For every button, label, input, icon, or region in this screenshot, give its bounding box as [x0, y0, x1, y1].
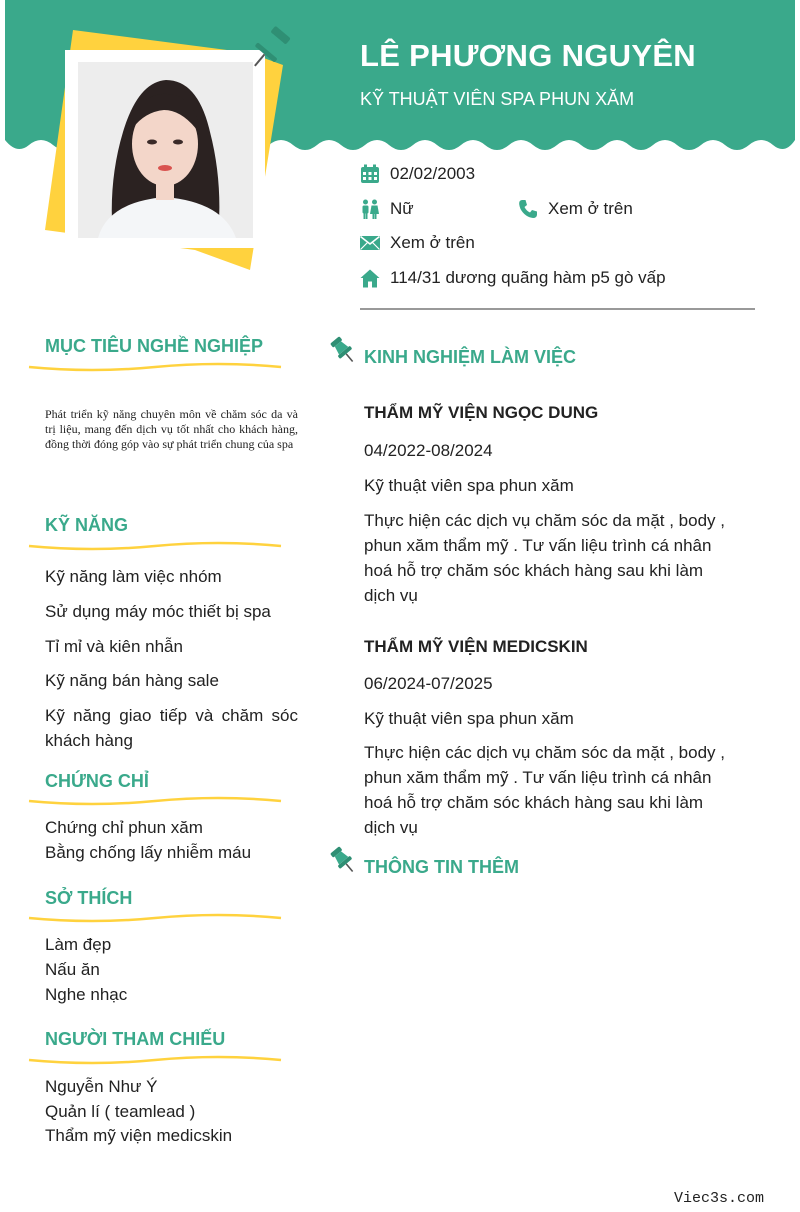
- skill-item: Sử dụng máy móc thiết bị spa: [45, 602, 271, 621]
- footer-brand: Viec3s.com: [673, 1190, 764, 1207]
- pushpin-icon: [330, 846, 356, 876]
- objective-underline: [28, 362, 282, 372]
- candidate-name: LÊ PHƯƠNG NGUYÊN: [360, 38, 696, 73]
- gender-row: [360, 199, 414, 219]
- pushpin-icon: [246, 25, 292, 73]
- company-name: THẨM MỸ VIỆN NGỌC DUNG: [364, 403, 599, 422]
- certificates-underline: [28, 796, 282, 806]
- skill-item: Kỹ năng giao tiếp và chăm sóc khách hàng: [45, 706, 298, 750]
- job-title: KỸ THUẬT VIÊN SPA PHUN XĂM: [360, 89, 635, 109]
- birthday-value: 02/02/2003: [390, 164, 476, 183]
- skill-item: Kỹ năng làm việc nhóm: [45, 567, 222, 586]
- job-period: 06/2024-07/2025: [364, 674, 493, 693]
- birthday-row: [360, 164, 475, 184]
- address-row: [360, 268, 666, 288]
- skill-item: Tỉ mỉ và kiên nhẫn: [45, 637, 183, 656]
- objective-heading: MỤC TIÊU NGHỀ NGHIỆP: [45, 336, 264, 356]
- job-role: Kỹ thuật viên spa phun xăm: [364, 709, 574, 728]
- phone-icon: [518, 199, 538, 219]
- hobbies-heading: SỞ THÍCH: [45, 888, 133, 908]
- home-icon: [360, 269, 380, 288]
- info-divider: [360, 308, 755, 310]
- reference-item: Nguyễn Như Ý: [45, 1077, 158, 1096]
- photo-border: [65, 50, 265, 248]
- certificates-heading: CHỨNG CHỈ: [45, 771, 149, 791]
- address-value: 114/31 dương quãng hàm p5 gò vấp: [390, 268, 666, 287]
- objective-text: Phát triển kỹ năng chuyên môn về chăm sóc da và trị liệu, mang đến dịch vụ tốt nhất cho khách hàng, đồng thời đóng góp vào sự phát triển chung của spa: [45, 407, 298, 451]
- job-description: Thực hiện các dịch vụ chăm sóc da mặt , body , phun xăm thẩm mỹ . Tư vấn liệu trình cá nhân hoá hỗ trợ chăm sóc khách hàng sau khi làm dịch vụ: [364, 511, 725, 605]
- references-heading: NGƯỜI THAM CHIẾU: [45, 1029, 226, 1049]
- phone-row: [518, 199, 633, 219]
- certificate-item: Bằng chống lấy nhiễm máu: [45, 843, 252, 862]
- hobbies-underline: [28, 913, 282, 923]
- hobby-item: Nghe nhạc: [45, 985, 128, 1004]
- pushpin-icon: [330, 336, 356, 366]
- experience-heading: KINH NGHIỆM LÀM VIỆC: [364, 347, 577, 367]
- job-description: Thực hiện các dịch vụ chăm sóc da mặt , body , phun xăm thẩm mỹ . Tư vấn liệu trình cá nhân hoá hỗ trợ chăm sóc khách hàng sau khi làm dịch vụ: [364, 743, 725, 837]
- email-row: [360, 233, 475, 253]
- skills-heading: KỸ NĂNG: [45, 515, 129, 535]
- job-period: 04/2022-08/2024: [364, 441, 493, 460]
- company-name: THẨM MỸ VIỆN MEDICSKIN: [364, 637, 588, 656]
- mail-icon: [360, 235, 380, 251]
- phone-value: Xem ở trên: [548, 199, 633, 218]
- hobby-item: Nấu ăn: [45, 960, 100, 979]
- gender-value: Nữ: [390, 199, 414, 218]
- reference-item: Quản lí ( teamlead ): [45, 1102, 196, 1121]
- references-underline: [28, 1055, 282, 1065]
- certificate-item: Chứng chỉ phun xăm: [45, 818, 203, 837]
- skill-item: Kỹ năng bán hàng sale: [45, 671, 219, 690]
- hobby-item: Làm đẹp: [45, 935, 112, 954]
- job-role: Kỹ thuật viên spa phun xăm: [364, 476, 574, 495]
- additional-info-heading: THÔNG TIN THÊM: [364, 857, 519, 877]
- reference-item: Thẩm mỹ viện medicskin: [45, 1126, 233, 1145]
- calendar-icon: [360, 164, 380, 184]
- avatar: [78, 62, 253, 238]
- skills-underline: [28, 541, 282, 551]
- gender-icon: [360, 199, 380, 219]
- email-value: Xem ở trên: [390, 233, 475, 252]
